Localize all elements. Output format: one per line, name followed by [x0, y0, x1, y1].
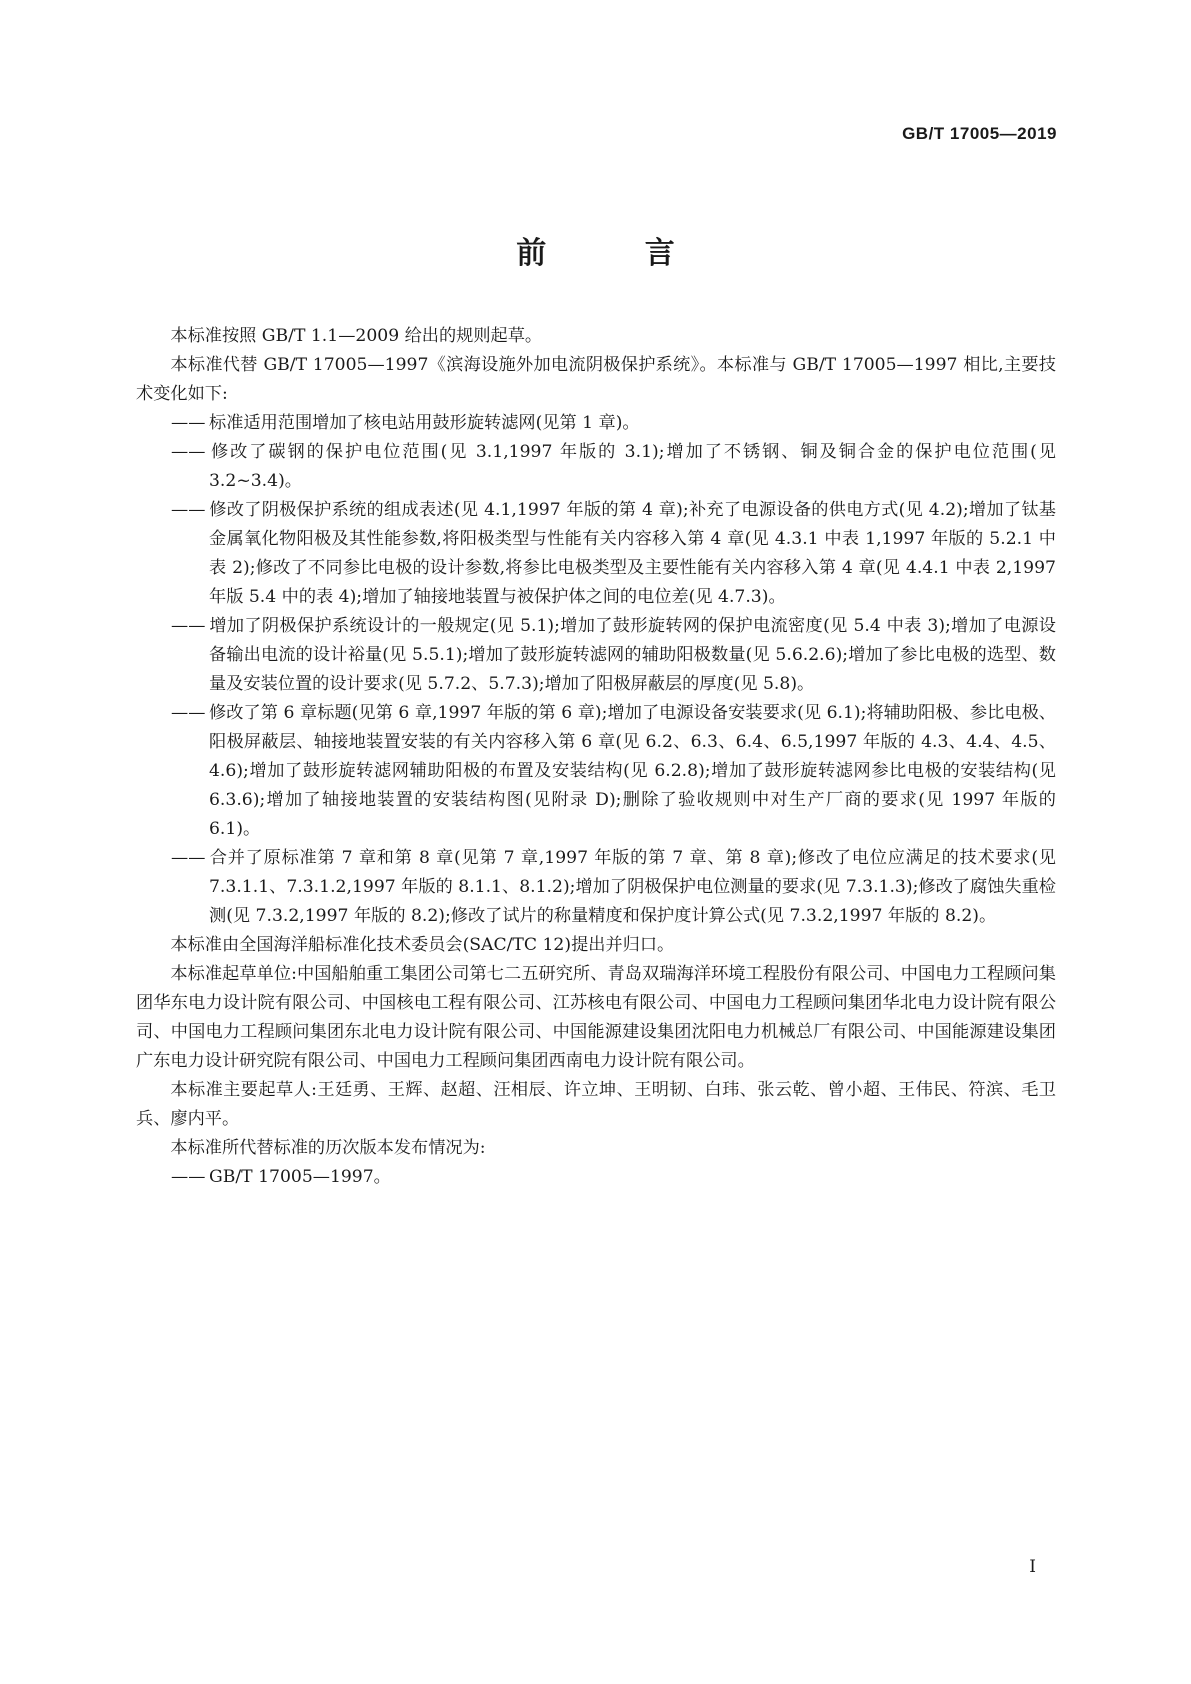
previous-version-text: GB/T 17005—1997。 — [209, 1167, 391, 1187]
change-item — [136, 409, 1056, 438]
page-number: I — [1029, 1557, 1036, 1577]
dash-marker: —— — [171, 703, 206, 723]
change-item — [136, 612, 1056, 699]
intro-paragraph: 本标准代替 GB/T 17005—1997《滨海设施外加电流阴极保护系统》。本标准与 GB/T 17005—1997 相比,主要技术变化如下: — [136, 355, 1056, 404]
document-body — [136, 322, 1056, 1192]
change-item — [136, 699, 1056, 844]
standard-code: GB/T 17005—2019 — [902, 124, 1057, 143]
change-text: 标准适用范围增加了核电站用鼓形旋转滤网(见第 1 章)。 — [209, 413, 640, 433]
drafting-units: 本标准起草单位:中国船舶重工集团公司第七二五研究所、青岛双瑞海洋环境工程股份有限公司、中国电力工程顾问集团华东电力设计院有限公司、中国核电工程有限公司、江苏核电有限公司、中国电力工程顾问集团华北电力设计院有限公司、中国电力工程顾问集团东北电力设计院有限公司、中国能源建设集团沈阳电力机械总厂有限公司、中国能源建设集团广东电力设计研究院有限公司、中国电力工程顾问集团西南电力设计院有限公司。 — [136, 964, 1056, 1071]
change-item — [136, 496, 1056, 612]
change-text: 修改了碳钢的保护电位范围(见 3.1,1997 年版的 3.1);增加了不锈钢、铜及铜合金的保护电位范围(见 3.2~3.4)。 — [209, 442, 1056, 491]
page-title: 前 言 — [516, 236, 719, 271]
change-text: 修改了第 6 章标题(见第 6 章,1997 年版的第 6 章);增加了电源设备安装要求(见 6.1);将辅助阳极、参比电极、阳极屏蔽层、轴接地装置安装的有关内容移入第 6 章(见 6.2、6.3、6.4、6.5,1997 年版的 4.3、4.4、4.5、4.6);增加了鼓形旋转滤网辅助阳极的布置及安装结构(见 6.2.8);增加了鼓形旋转滤网参比电极的安装结构(见 6.3.6);增加了轴接地装置的安装结构图(见附录 D);删除了验收规则中对生产厂商的要求(见 1997 年版的 6.1)。 — [209, 703, 1056, 839]
drafters: 本标准主要起草人:王廷勇、王辉、赵超、汪相辰、许立坤、王明韧、白玮、张云乾、曾小超、王伟民、符滨、毛卫兵、廖内平。 — [136, 1080, 1056, 1129]
dash-marker: —— — [171, 500, 206, 520]
change-text: 增加了阴极保护系统设计的一般规定(见 5.1);增加了鼓形旋转网的保护电流密度(见 5.4 中表 3);增加了电源设备输出电流的设计裕量(见 5.5.1);增加了鼓形旋转滤网的辅助阳极数量(见 5.6.2.6);增加了参比电极的选型、数量及安装位置的设计要求(见 5.7.2、5.7.3);增加了阳极屏蔽层的厚度(见 5.8)。 — [209, 616, 1056, 694]
change-text: 修改了阴极保护系统的组成表述(见 4.1,1997 年版的第 4 章);补充了电源设备的供电方式(见 4.2);增加了钛基金属氧化物阳极及其性能参数,将阳极类型与性能有关内容移入第 4 章(见 4.3.1 中表 1,1997 年版的 5.2.1 中表 2);修改了不同参比电极的设计参数,将参比电极类型及主要性能有关内容移入第 4 章(见 4.4.1 中表 2,1997 年版 5.4 中的表 4);增加了轴接地装置与被保护体之间的电位差(见 4.7.3)。 — [209, 500, 1056, 607]
change-text: 合并了原标准第 7 章和第 8 章(见第 7 章,1997 年版的第 7 章、第 8 章);修改了电位应满足的技术要求(见 7.3.1.1、7.3.1.2,1997 年版的 8.1.1、8.1.2);增加了阴极保护电位测量的要求(见 7.3.1.3);修改了腐蚀失重检测(见 7.3.2,1997 年版的 8.2);修改了试片的称量精度和保护度计算公式(见 7.3.2,1997 年版的 8.2)。 — [209, 848, 1056, 926]
previous-versions-heading: 本标准所代替标准的历次版本发布情况为: — [170, 1138, 486, 1158]
intro-paragraph: 本标准按照 GB/T 1.1—2009 给出的规则起草。 — [170, 326, 543, 346]
dash-marker: —— — [171, 848, 206, 868]
dash-marker: —— — [171, 616, 206, 636]
dash-marker: —— — [171, 1167, 206, 1187]
dash-marker: —— — [171, 442, 206, 462]
change-item — [136, 438, 1056, 496]
dash-marker: —— — [171, 413, 206, 433]
change-item — [136, 844, 1056, 931]
previous-version-item — [136, 1163, 1056, 1192]
proposer-statement: 本标准由全国海洋船标准化技术委员会(SAC/TC 12)提出并归口。 — [170, 935, 675, 955]
